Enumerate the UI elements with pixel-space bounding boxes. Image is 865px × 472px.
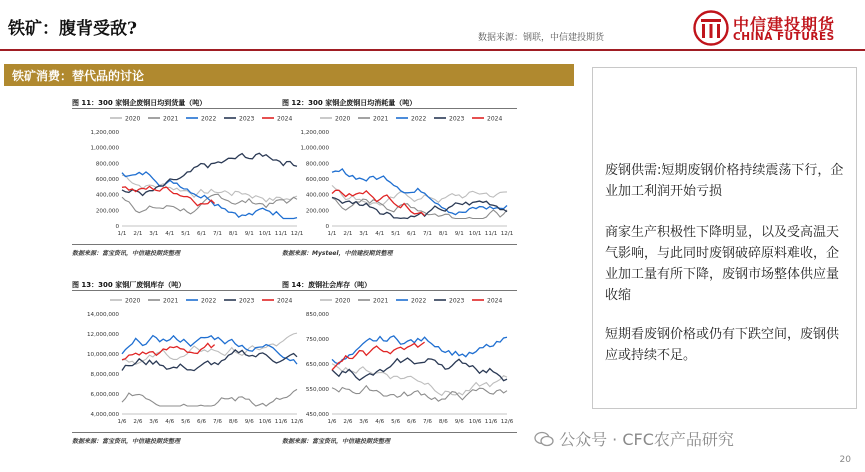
y-tick-label: 14,000,000: [86, 312, 119, 318]
chart-scrap-arrivals: [72, 110, 307, 240]
chart-title: 图 14：废钢社会库存（吨）: [282, 281, 372, 289]
wechat-account: 公众号 · CFC农产品研究: [559, 430, 734, 449]
x-tick-label: 12/1: [500, 231, 514, 237]
x-tick-label: 9/1: [244, 231, 254, 237]
series-line-2021: [122, 194, 297, 214]
page-title: 铁矿：腹背受敌?: [8, 19, 137, 39]
legend-label: 2021: [373, 297, 389, 305]
x-tick-label: 8/1: [438, 231, 448, 237]
x-tick-label: 7/1: [422, 231, 432, 237]
series-line-2023: [332, 358, 507, 381]
x-tick-label: 10/6: [468, 419, 482, 425]
legend-label: 2023: [449, 297, 465, 305]
x-tick-label: 1/6: [327, 419, 337, 425]
y-tick-label: 1,000,000: [300, 145, 329, 152]
chart-title: 图 11：300 家钢企废钢日均到货量（吨）: [72, 99, 207, 107]
x-tick-label: 12/6: [500, 419, 514, 425]
x-tick-label: 5/1: [391, 231, 401, 237]
series-line-2024: [332, 342, 425, 370]
header-divider: [0, 49, 865, 51]
y-tick-label: 200,000: [305, 208, 329, 215]
legend-label: 2021: [163, 115, 179, 123]
legend-label: 2020: [125, 115, 141, 123]
chart-social-inventory: [282, 292, 517, 428]
x-tick-label: 10/1: [258, 231, 272, 237]
section-title-bar: [4, 64, 574, 86]
legend-label: 2021: [373, 115, 389, 123]
x-tick-label: 6/6: [197, 419, 207, 425]
chart-source: 数据来源：富宝资讯，中信建投期货整理: [72, 438, 181, 445]
x-tick-label: 12/6: [290, 419, 304, 425]
logo-english-name: CHINA FUTURES: [733, 31, 835, 43]
x-tick-label: 3/1: [149, 231, 159, 237]
x-tick-label: 7/6: [422, 419, 432, 425]
x-tick-label: 8/6: [438, 419, 448, 425]
x-tick-label: 5/1: [181, 231, 191, 237]
x-tick-label: 8/1: [228, 231, 238, 237]
x-tick-label: 9/6: [454, 419, 464, 425]
x-tick-label: 5/6: [391, 419, 401, 425]
series-line-2021: [122, 389, 297, 406]
y-tick-label: 800,000: [305, 161, 329, 168]
y-tick-label: 1,200,000: [90, 130, 119, 136]
series-line-2021: [332, 386, 507, 402]
legend-label: 2024: [277, 297, 293, 305]
x-tick-label: 3/6: [149, 419, 159, 425]
y-tick-label: 600,000: [95, 177, 119, 183]
y-tick-label: 0: [115, 224, 119, 230]
y-tick-label: 800,000: [95, 161, 119, 168]
y-tick-label: 850,000: [305, 312, 329, 318]
x-tick-label: 4/6: [165, 419, 175, 425]
y-tick-label: 1,000,000: [90, 145, 119, 152]
x-tick-label: 3/1: [359, 231, 369, 237]
legend-label: 2024: [487, 297, 503, 305]
x-tick-label: 2/6: [133, 419, 143, 425]
legend-label: 2023: [239, 115, 255, 123]
series-line-2023: [332, 197, 507, 218]
note-supply-demand: 废钢供需:短期废钢价格持续震荡下行，企业加工利润开始亏损: [605, 163, 844, 199]
x-tick-label: 2/1: [133, 231, 143, 237]
chart-source: 数据来源：Mysteel，中信建投期货整理: [282, 250, 393, 257]
x-tick-label: 4/1: [165, 231, 175, 237]
y-tick-label: 550,000: [305, 387, 329, 393]
wechat-icon: [534, 431, 554, 447]
y-tick-label: 10,000,000: [86, 352, 119, 358]
y-tick-label: 12,000,000: [86, 332, 119, 338]
chart-title: 图 13：300 家钢厂废钢库存（吨）: [72, 281, 186, 289]
series-line-2022: [332, 169, 507, 215]
y-tick-label: 450,000: [305, 412, 329, 418]
y-tick-label: 650,000: [305, 362, 329, 368]
data-source-note: 数据来源：钢联，中信建投期货: [478, 33, 605, 43]
section-title: 铁矿消费：替代品的讨论: [12, 69, 145, 83]
x-tick-label: 1/6: [117, 419, 127, 425]
chart-title: 图 12：300 家钢企废钢日均消耗量（吨）: [282, 99, 417, 107]
note-outlook: 短期看废钢价格或仍有下跌空间，废钢供应或持续不足。: [605, 327, 840, 363]
x-tick-label: 1/1: [327, 231, 337, 237]
x-tick-label: 8/6: [228, 419, 238, 425]
legend-label: 2023: [239, 297, 255, 305]
x-tick-label: 6/6: [407, 419, 417, 425]
series-line-2020: [122, 175, 297, 202]
legend-label: 2022: [201, 115, 217, 123]
x-tick-label: 9/6: [244, 419, 254, 425]
wechat-watermark: [534, 427, 734, 450]
legend-label: 2022: [411, 115, 427, 123]
logo-emblem-icon: [693, 10, 729, 46]
y-tick-label: 200,000: [95, 208, 119, 215]
chart-source: 数据来源：富宝资讯，中信建投期货整理: [72, 250, 181, 257]
legend-label: 2020: [125, 297, 141, 305]
legend-label: 2022: [411, 297, 427, 305]
page-number: 20: [839, 455, 851, 465]
x-tick-label: 4/6: [375, 419, 385, 425]
commentary-box: [592, 67, 857, 409]
x-tick-label: 11/6: [484, 419, 498, 425]
y-tick-label: 1,200,000: [300, 130, 329, 136]
x-tick-label: 10/1: [468, 231, 482, 237]
x-tick-label: 10/6: [258, 419, 272, 425]
company-logo: [693, 8, 865, 48]
chart-source: 数据来源：富宝资讯，中信建投期货整理: [282, 438, 391, 445]
x-tick-label: 2/1: [343, 231, 353, 237]
x-tick-label: 7/6: [212, 419, 222, 425]
x-tick-label: 1/1: [117, 231, 127, 237]
y-tick-label: 750,000: [305, 337, 329, 343]
legend-label: 2020: [335, 115, 351, 123]
x-tick-label: 5/6: [181, 419, 191, 425]
series-line-2022: [332, 336, 507, 364]
y-tick-label: 400,000: [305, 192, 329, 199]
x-tick-label: 11/6: [274, 419, 288, 425]
chart-scrap-consumption: [282, 110, 517, 240]
legend-label: 2024: [487, 115, 503, 123]
x-tick-label: 9/1: [454, 231, 464, 237]
legend-label: 2024: [277, 115, 293, 123]
x-tick-label: 11/1: [274, 231, 288, 237]
x-tick-label: 4/1: [375, 231, 385, 237]
y-tick-label: 400,000: [95, 192, 119, 199]
x-tick-label: 7/1: [212, 231, 222, 237]
y-tick-label: 0: [325, 224, 329, 230]
x-tick-label: 11/1: [484, 231, 498, 237]
legend-label: 2021: [163, 297, 179, 305]
x-tick-label: 6/1: [197, 231, 207, 237]
x-tick-label: 12/1: [290, 231, 304, 237]
x-tick-label: 3/6: [359, 419, 369, 425]
legend-label: 2023: [449, 115, 465, 123]
legend-label: 2022: [201, 297, 217, 305]
note-production: 商家生产积极性下降明显，以及受高温天气影响，与此同时废钢破碎原料难收，企业加工量有所下降，废钢市场整体供应量收缩: [605, 225, 840, 303]
series-line-2022: [122, 172, 297, 219]
legend-label: 2020: [335, 297, 351, 305]
y-tick-label: 4,000,000: [90, 412, 119, 418]
chart-mill-inventory: [72, 292, 307, 428]
y-tick-label: 8,000,000: [90, 372, 119, 378]
x-tick-label: 2/6: [343, 419, 353, 425]
x-tick-label: 6/1: [407, 231, 417, 237]
y-tick-label: 6,000,000: [90, 392, 119, 398]
y-tick-label: 600,000: [305, 177, 329, 183]
logo-chinese-name: 中信建投期货: [733, 15, 836, 34]
